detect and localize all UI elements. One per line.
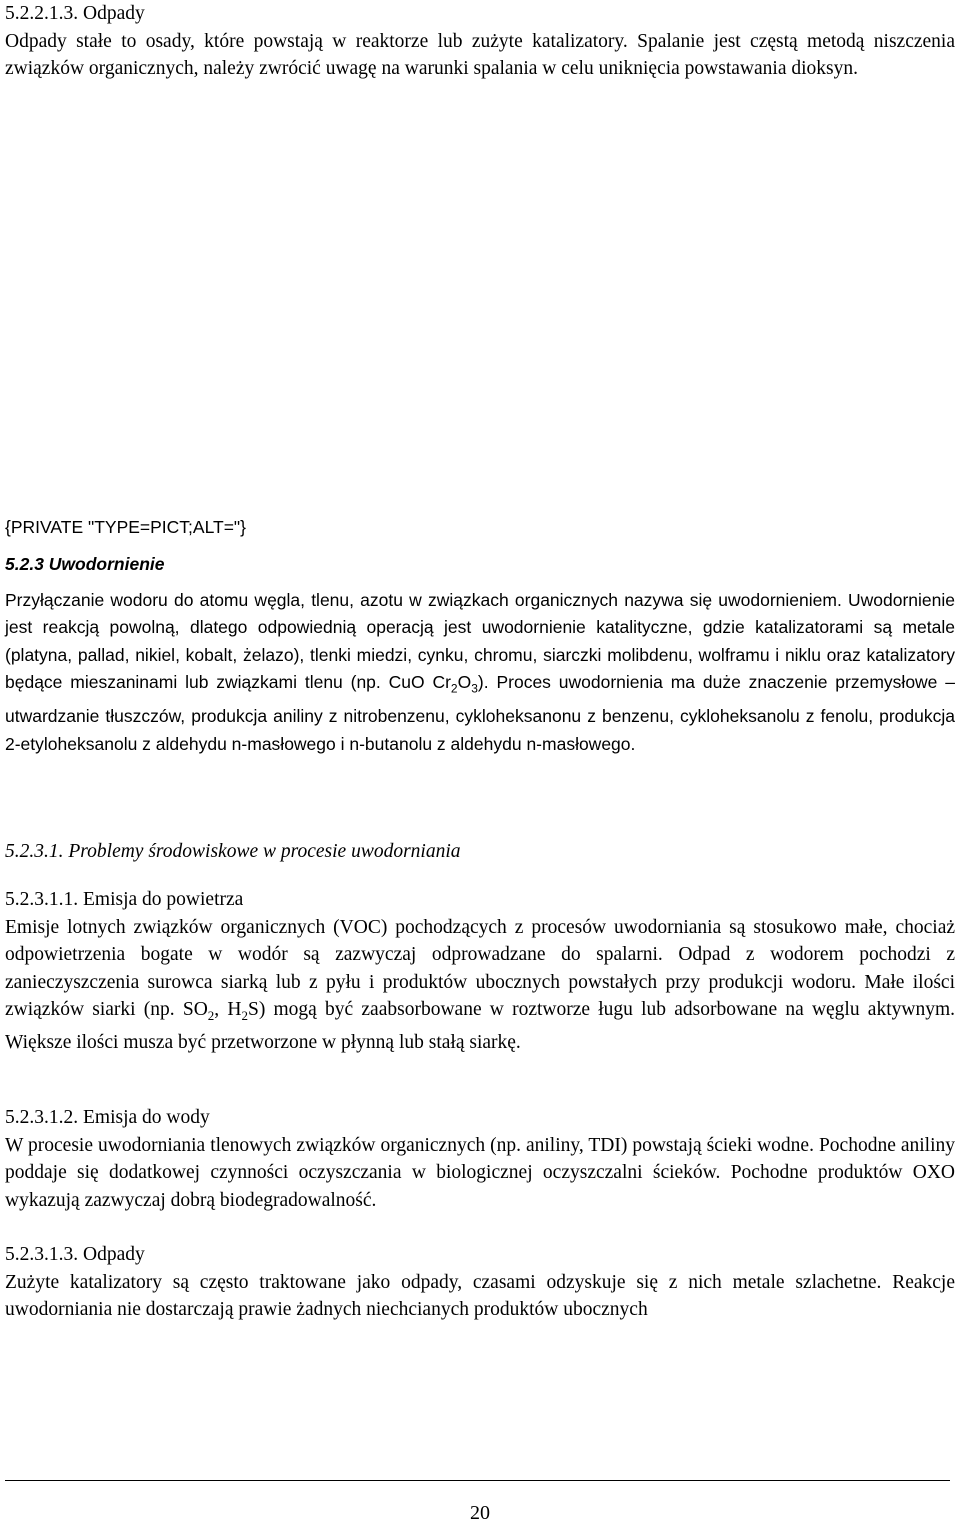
- water-heading: 5.2.3.1.2. Emisja do wody: [5, 1107, 210, 1128]
- top-paragraph: Odpady stałe to osady, które powstają w reaktorze lub zużyte katalizatory. Spalanie jest częstą metodą niszczenia związków organicznych, należy zwrócić uwagę na warunki spalania w celu uniknięcia powstawania dioksyn.: [5, 30, 955, 79]
- waste-heading: 5.2.3.1.3. Odpady: [5, 1244, 145, 1265]
- picture-placeholder: {PRIVATE "TYPE=PICT;ALT="}: [5, 517, 246, 537]
- waste-paragraph: Zużyte katalizatory są często traktowane jako odpady, czasami odzyskuje się z nich metale szlachetne. Reakcje uwodorniania nie dostarczają prawie żadnych niechcianych produktów ubocznych: [5, 1271, 955, 1320]
- section-uwodornienie: [5, 551, 955, 758]
- page-number: 20: [470, 1502, 490, 1524]
- top-section: [5, 0, 955, 83]
- water-paragraph: W procesie uwodorniania tlenowych związków organicznych (np. aniliny, TDI) powstają ścieki wodne. Pochodne aniliny poddaje się dodatkowej czynności oczyszczania w biologicznej oczyszczalni ścieków. Pochodne produktów OXO wykazują zazwyczaj dobrą biodegradowalność.: [5, 1134, 955, 1211]
- air-emission-section: [5, 886, 955, 1057]
- subsection-heading-block: [5, 838, 955, 866]
- air-heading: 5.2.3.1.1. Emisja do powietrza: [5, 889, 244, 910]
- footer-divider: [5, 1480, 950, 1481]
- section-heading: 5.2.3 Uwodornienie: [5, 554, 165, 574]
- water-emission-section: [5, 1104, 955, 1214]
- air-paragraph: Emisje lotnych związków organicznych (VOC) pochodzących z procesów uwodorniania są stosukowo małe, chociaż odpowietrzenia bogate w wodór są zazwyczaj odprowadzane do spalarni. Odpad z wodorem pochodzi z zanieczyszczenia surowca siarką lub z pyłu i produktów ubocznych powstałych przy produkcji wodoru. Małe ilości związków siarki (np. $SO_2$, $H_2S$) mogą być zaabsorbowane w roztworze ługu lub adsorbowane na węglu aktywnym. Większe ilości musza być przetworzone w płynną lub stałą siarkę.: [5, 916, 956, 1054]
- top-heading: 5.2.2.1.3. Odpady: [5, 3, 145, 24]
- waste-section: [5, 1241, 955, 1324]
- subsection-heading: 5.2.3.1. Problemy środowiskowe w procesie uwodorniania: [5, 841, 461, 862]
- section-paragraph: Przyłączanie wodoru do atomu węgla, tlenu, azotu w związkach organicznych nazywa się uwodornieniem. Uwodornienie jest reakcją powolną, dlatego odpowiednią operacją jest uwodornienie katalityczne, gdzie katalizatorami są metale (platyna, pallad, nikiel, kobalt, żelazo), tlenki miedzi, cynku, chromu, siarczki molibdenu, wolframu i niklu oraz katalizatory będące mieszaninami lub związkami tlenu (np. CuO $Cr_2O_3$). Proces uwodornienia ma duże znaczenie przemysłowe – utwardzanie tłuszczów, produkcja aniliny z nitrobenzenu, cykloheksanonu z benzenu, cykloheksanolu z fenolu, produkcja 2-etyloheksanolu z aldehydu n-masłowego i n-butanolu z aldehydu n-masłowego.: [5, 589, 955, 754]
